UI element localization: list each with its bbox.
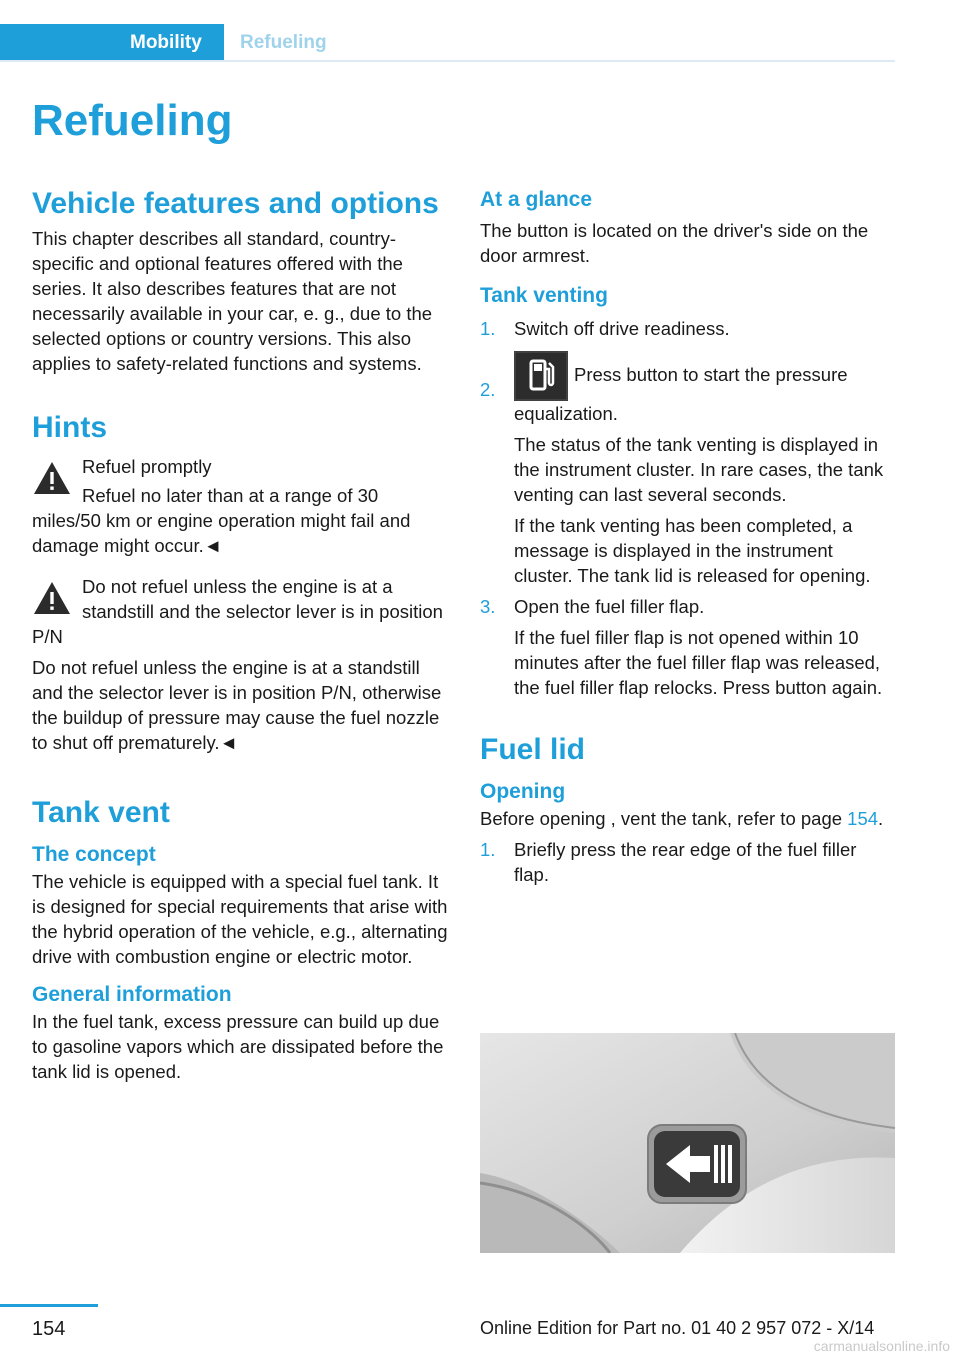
warning-icon <box>32 580 72 616</box>
warning-refuel-promptly <box>32 454 450 558</box>
tab-mobility[interactable]: Mobility <box>0 24 224 62</box>
warning-text: Refuel no later than at a range of 30 miles/50 km or engine operation might fail and damage might occur.◄ <box>32 485 411 556</box>
page-number: 154 <box>32 1318 66 1340</box>
warning-text: Do not refuel unless the engine is at a standstill and the selector lever is in position P/N, otherwise the buildup of pressure may cause the fuel nozzle to shut off prematurely.◄ <box>32 657 442 753</box>
warning-standstill <box>32 574 450 755</box>
left-column <box>32 180 450 1084</box>
page-link[interactable]: 154 <box>847 808 879 829</box>
footer-rule <box>0 1304 98 1307</box>
header-rule <box>0 60 895 62</box>
vehicle-features-heading: Vehicle features and options <box>32 187 439 220</box>
concept-text: The vehicle is equipped with a special fuel tank. It is designed for special requirements that arise with the hybrid operation of the vehicle, e.g., alternating drive with combustion engine or electric motor. <box>32 871 448 967</box>
list-item: 1. Switch off drive readiness. <box>480 318 730 339</box>
concept-heading: The concept <box>32 843 156 866</box>
opening-steps <box>480 837 895 887</box>
list-item: 1. Briefly press the rear edge of the fuel filler flap. <box>480 839 857 885</box>
hints-heading: Hints <box>32 411 107 444</box>
warning-icon <box>32 460 72 496</box>
at-a-glance-heading: At a glance <box>480 188 593 211</box>
general-info-heading: General information <box>32 983 232 1006</box>
opening-heading: Opening <box>480 780 566 803</box>
list-item: 2. Press button to start the pressure equalization. The status of the tank venting is displayed in the instrument cluster. In rare cases, the tank venting can last several seconds. If the tank venting has been completed, a message is displayed in the instrument cluster. The tank lid is released for opening. <box>480 351 895 588</box>
list-item: 3. Open the fuel filler flap. If the fuel filler flap is not opened within 10 minutes after the fuel filler flap was released, the fuel filler flap relocks. Press button again. <box>480 596 883 698</box>
edition-text: Online Edition for Part no. 01 40 2 957 072 - X/14 <box>480 1318 875 1338</box>
warning-title: Do not refuel unless the engine is at a standstill and the selector lever is in position P/N <box>32 576 443 647</box>
at-a-glance-text: The button is located on the driver's side on the door armrest. <box>480 220 869 266</box>
vehicle-features-text: This chapter describes all standard, country-specific and optional features offered with the series. It also describes features that are not necessarily available in your car, e. g., due to the selected options or country versions. This also applies to safety-related functions and systems. <box>32 228 433 374</box>
tank-vent-heading: Tank vent <box>32 796 170 829</box>
header-tabs <box>0 24 895 62</box>
fuel-filler-flap-photo <box>480 1033 895 1253</box>
opening-text: Before opening , vent the tank, refer to page 154. <box>480 808 884 829</box>
fuel-lid-heading: Fuel lid <box>480 733 585 766</box>
tab-refueling[interactable]: Refueling <box>240 32 327 53</box>
page-title: Refueling <box>32 96 233 145</box>
tank-venting-steps <box>480 316 895 700</box>
watermark: carmanualsonline.info <box>813 1338 950 1354</box>
right-column <box>480 186 895 887</box>
tank-venting-heading: Tank venting <box>480 284 608 307</box>
general-info-text: In the fuel tank, excess pressure can build up due to gasoline vapors which are dissipated before the tank lid is opened. <box>32 1011 444 1082</box>
warning-title: Refuel promptly <box>82 456 212 477</box>
fuel-pump-button-icon <box>514 351 568 401</box>
